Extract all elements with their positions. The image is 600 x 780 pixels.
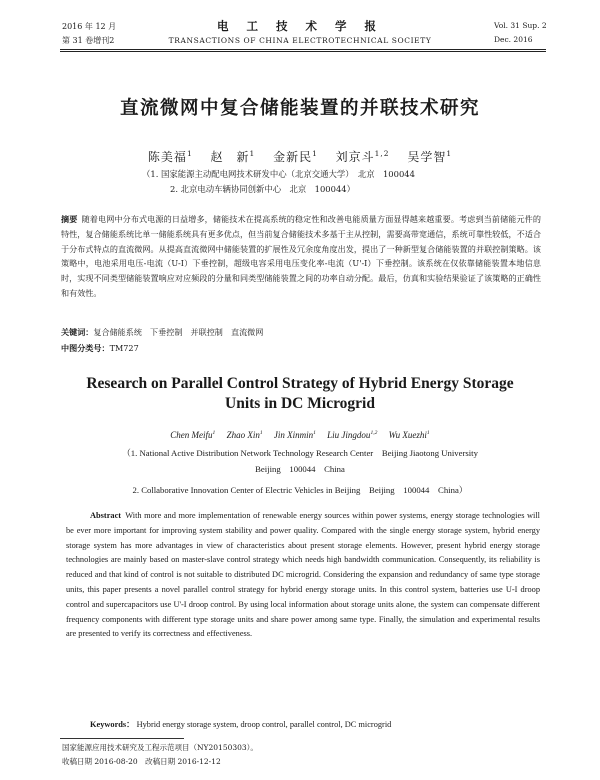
abstract-en-label: Abstract (90, 511, 122, 520)
journal-name-cn: 电 工 技 术 学 报 (216, 19, 384, 33)
abstract-cn (61, 212, 541, 301)
affiliation-cn-2: 2. 北京电动车辆协同创新中心 北京 100044） (170, 184, 355, 194)
classification-cn-label: 中图分类号： (61, 343, 110, 353)
author-en: Jin Xinmin$^1$ (273, 430, 316, 440)
keywords-cn-text: 复合储能系统 下垂控制 并联控制 直流微网 (93, 327, 264, 337)
footnote-dates: 收稿日期 2016-08-20 改稿日期 2016-12-12 (62, 757, 221, 766)
header-rule (60, 51, 546, 52)
abstract-en-text: With more and more implementation of renewable energy sources within power systems, energy storage technologies will be ever more important for improving system stability and power quality. Compared with the single energy storage system, hybrid energy storage system has more advantages in view of characteristics about present storage elements. However, present hybrid energy storage technologies are mainly based on master-slave control strategy which needs high bandwidth communication. Consequently, its reliability is reduced and that kind of control is not suitable to distributed DC microgrid. Considering the expansion and redundancy of same type storage units, this paper presents a novel parallel control strategy for hybrid energy storage units. In this control system, batteries use U-I droop control and supercapacitors use U'-I droop control. By using local information about storage units alone, the system can compensate different frequency components with different type storage units and share power among same type. Finally, the simulation and experimental results are presented to verify its correctness and effectiveness. (66, 511, 540, 639)
author-cn: 吴学智$^1$ (407, 149, 453, 164)
classification-cn-value: TM727 (109, 343, 139, 353)
header-volume-cn: 第 31 卷增刊2 (62, 36, 115, 45)
authors-en (0, 430, 600, 440)
classification-cn (61, 343, 541, 354)
keywords-en (66, 718, 540, 730)
header-date-cn: 2016 年 12 月 (62, 22, 117, 31)
header-volume-en: Vol. 31 Sup. 2 (494, 21, 547, 30)
journal-name-en: TRANSACTIONS OF CHINA ELECTROTECHNICAL SOCIETY (168, 36, 432, 45)
affiliation-cn-1: （1. 国家能源主动配电网技术研发中心（北京交通大学） 北京 100044 (142, 169, 415, 179)
keywords-en-label: Keywords： (90, 720, 135, 729)
abstract-en (66, 509, 540, 642)
author-cn: 刘京斗$^{1,2}$ (335, 149, 390, 164)
abstract-cn-text: 随着电网中分布式电源的日益增多，储能技术在提高系统的稳定性和改善电能质量方面显得越来越重要。考虑到当前储能元件的特性，复合储能系统比单一储能系统具有更多优点，但当前复合储能技术多基于主从控制，需要高带宽通信，系统可靠性较低，不适合于分布式特点的直流微网。从提高直流微网中储能装置的扩展性及冗余度角度出发，提出了一种新型复合储能装置的并联控制策略。该策略中，电池采用电压-电流（U-I）下垂控制，超级电容采用电压变化率-电流（U'-I）下垂控制。该系统在仅依靠储能装置本地信息时，实现不同类型储能装置响应对应频段的分量和同类型储能装置之间的功率自动分配。最后，仿真和实验结果验证了该策略的正确性和有效性。 (61, 214, 541, 298)
affiliation-en-1-line: （1. National Active Distribution Network Technology Research Center Beijing Jiaotong University (122, 448, 478, 458)
author-en: Zhao Xin$^1$ (226, 430, 263, 440)
keywords-en-text: Hybrid energy storage system, droop control, parallel control, DC microgrid (136, 720, 392, 729)
title-cn: 直流微网中复合储能装置的并联技术研究 (119, 98, 480, 119)
keywords-cn (61, 327, 541, 338)
abstract-cn-label: 摘要 (61, 214, 78, 224)
affiliation-en-1-line: Beijing 100044 China (255, 463, 345, 474)
authors-cn (0, 148, 600, 165)
author-cn: 金新民$^1$ (273, 149, 318, 164)
affiliation-en-1 (90, 446, 510, 477)
title-en (60, 374, 540, 414)
author-cn: 陈美福$^1$ (147, 149, 193, 164)
affiliation-en-2: 2. Collaborative Innovation Center of Electric Vehicles in Beijing Beijing 100044 China） (132, 485, 468, 495)
keywords-cn-label: 关键词： (61, 327, 94, 337)
footnote-rule (60, 738, 184, 739)
header-date-en: Dec. 2016 (494, 35, 533, 44)
title-en-line: Research on Parallel Control Strategy of Hybrid Energy Storage (86, 375, 514, 392)
author-cn: 赵 新$^1$ (210, 149, 256, 164)
header-rule (60, 49, 546, 50)
author-en: Liu Jingdou$^{1,2}$ (327, 430, 378, 440)
footnote-fund: 国家能源应用技术研究及工程示范项目（NY20150303）。 (62, 743, 258, 752)
author-en: Wu Xuezhi$^1$ (388, 430, 430, 440)
author-en: Chen Meifu$^1$ (170, 430, 216, 440)
title-en-line: Units in DC Microgrid (225, 395, 375, 412)
